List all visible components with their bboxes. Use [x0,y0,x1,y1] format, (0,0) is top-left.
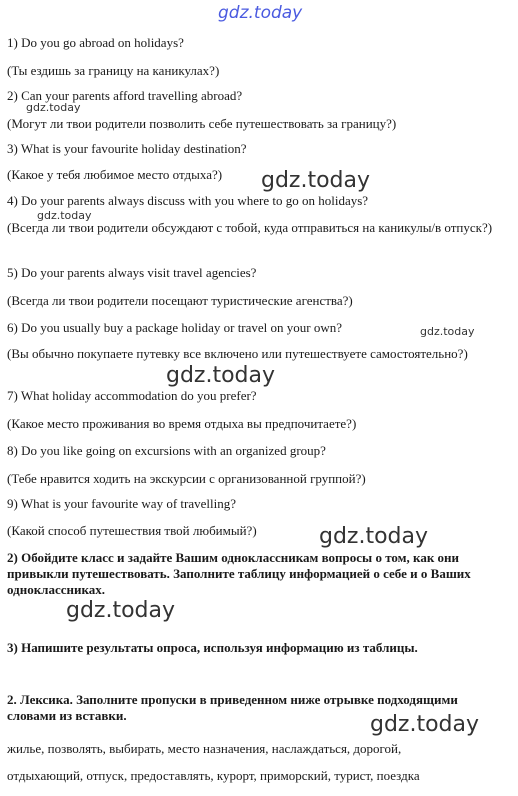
question-9-en: 9) What is your favourite way of travelling? [7,496,236,511]
question-3-ru: (Какое у тебя любимое место отдыха?) [7,167,223,182]
question-5-en: 5) Do your parents always visit travel agencies? [7,265,257,280]
question-8-ru: (Тебе нравится ходить на экскурсии с организованной группой?) [7,471,366,486]
lexis-instruction: 2. Лексика. Заполните пропуски в приведенном ниже отрывке подходящими словами из вставки. [7,692,458,723]
question-6-en: 6) Do you usually buy a package holiday or travel on your own? [7,320,343,335]
watermark: gdz.today [66,598,176,623]
watermark: gdz.today [26,101,81,114]
word-bank-line-1: жилье, позволять, выбирать, место назначения, наслаждаться, дорогой, [7,741,402,756]
question-9-ru: (Какой способ путешествия твой любимый?) [7,523,257,538]
word-bank-line-2: отдыхающий, отпуск, предоставлять, курорт, приморский, турист, поездка [7,768,420,783]
watermark: gdz.today [420,325,475,338]
question-4-ru: (Всегда ли твои родители обсуждают с тобой, куда отправиться на каникулы/в отпуск?) [7,220,493,235]
watermark: gdz.today [166,363,276,388]
question-4-en: 4) Do your parents always discuss with you where to go on holidays? [7,193,369,208]
watermark: gdz.today [37,209,92,222]
watermark: gdz.today [261,168,371,193]
question-6-ru: (Вы обычно покупаете путевку все включено или путешествуете самостоятельно?) [7,346,468,361]
question-1-en: 1) Do you go abroad on holidays? [7,35,184,50]
question-2-en: 2) Can your parents afford travelling abroad? [7,88,243,103]
question-7-ru: (Какое место проживания во время отдыха вы предпочитаете?) [7,416,357,431]
question-8-en: 8) Do you like going on excursions with an organized group? [7,443,326,458]
question-7-en: 7) What holiday accommodation do you prefer? [7,388,257,403]
question-3-en: 3) What is your favourite holiday destination? [7,141,247,156]
watermark: gdz.today [319,524,429,549]
question-2-ru: (Могут ли твои родители позволить себе путешествовать за границу?) [7,116,397,131]
question-5-ru: (Всегда ли твои родители посещают туристические агенства?) [7,293,353,308]
watermark-header: gdz.today [218,3,303,23]
task-2-instruction: 2) Обойдите класс и задайте Вашим одноклассникам вопросы о том, как они привыкли путешествовать. Заполните таблицу информацией о себе и о Ваших одноклассниках. [7,550,471,597]
task-3-instruction: 3) Напишите результаты опроса, используя информацию из таблицы. [7,640,418,655]
watermark: gdz.today [370,712,480,737]
question-1-ru: (Ты ездишь за границу на каникулах?) [7,63,220,78]
